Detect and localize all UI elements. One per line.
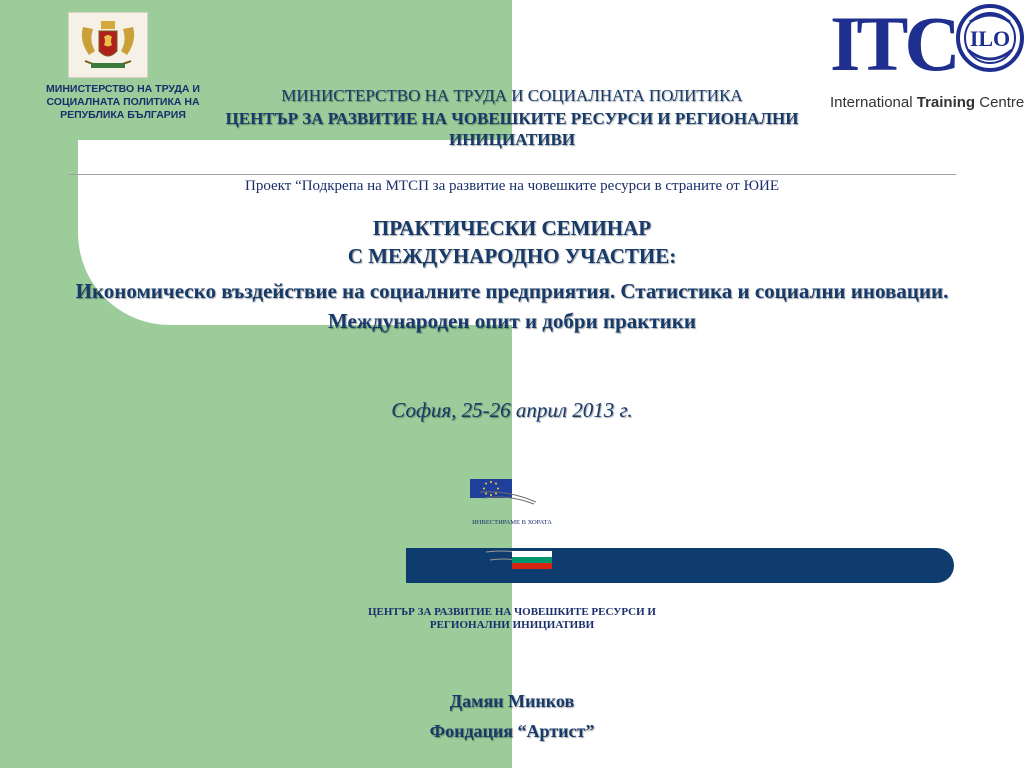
- header-divider: [68, 174, 956, 175]
- ministry-title: МИНИСТЕРСТВО НА ТРУДА И СОЦИАЛНАТА ПОЛИТИКА: [281, 86, 743, 105]
- center-logo-caption: ЦЕНТЪР ЗА РАЗВИТИЕ НА ЧОВЕШКИТЕ РЕСУРСИ И РЕГИОНАЛНИ ИНИЦИАТИВИ: [367, 606, 656, 631]
- seminar-line-1: ПРАКТИЧЕСКИ СЕМИНАР: [372, 216, 652, 240]
- itc-ilo-logo: [828, 0, 1024, 112]
- seminar-line-2: С МЕЖДУНАРОДНО УЧАСТИЕ:: [347, 244, 677, 268]
- center-title: ЦЕНТЪР ЗА РАЗВИТИЕ НА ЧОВЕШКИТЕ РЕСУРСИ И РЕГИОНАЛНИ ИНИЦИАТИВИ: [225, 109, 799, 149]
- eu-swoosh-icon: [478, 486, 540, 506]
- itc-logo-text: ITC: [830, 0, 957, 87]
- author-organization: Фондация “Артист”: [429, 721, 595, 741]
- seminar-topic: Икономическо въздействие на социалните предприятия. Статистика и социални иновации. Международен опит и добри практики: [75, 279, 949, 333]
- invest-in-people-text: ИНВЕСТИРАМЕ В ХОРАТА: [472, 519, 552, 526]
- bulgarian-coat-of-arms-logo: [68, 12, 148, 78]
- ministry-small-title: МИНИСТЕРСТВО НА ТРУДА И СОЦИАЛНАТА ПОЛИТИКА НА РЕПУБЛИКА БЪЛГАРИЯ: [46, 83, 200, 121]
- seminar-heading: [40, 214, 984, 270]
- itc-caption: International Training Centre: [830, 94, 1024, 111]
- author-name: Дамян Минков: [449, 691, 575, 711]
- coat-of-arms-icon: [69, 13, 147, 77]
- ilo-emblem-icon: [958, 6, 1022, 70]
- event-date: София, 25-26 април 2013 г.: [391, 398, 633, 422]
- ilo-text: ILO: [969, 26, 1011, 51]
- bulgarian-flag-icon: [512, 551, 552, 569]
- project-title: Проект “Подкрепа на МТСП за развитие на човешките ресурси в страните от ЮИЕ: [245, 178, 779, 194]
- author-block: [312, 686, 712, 746]
